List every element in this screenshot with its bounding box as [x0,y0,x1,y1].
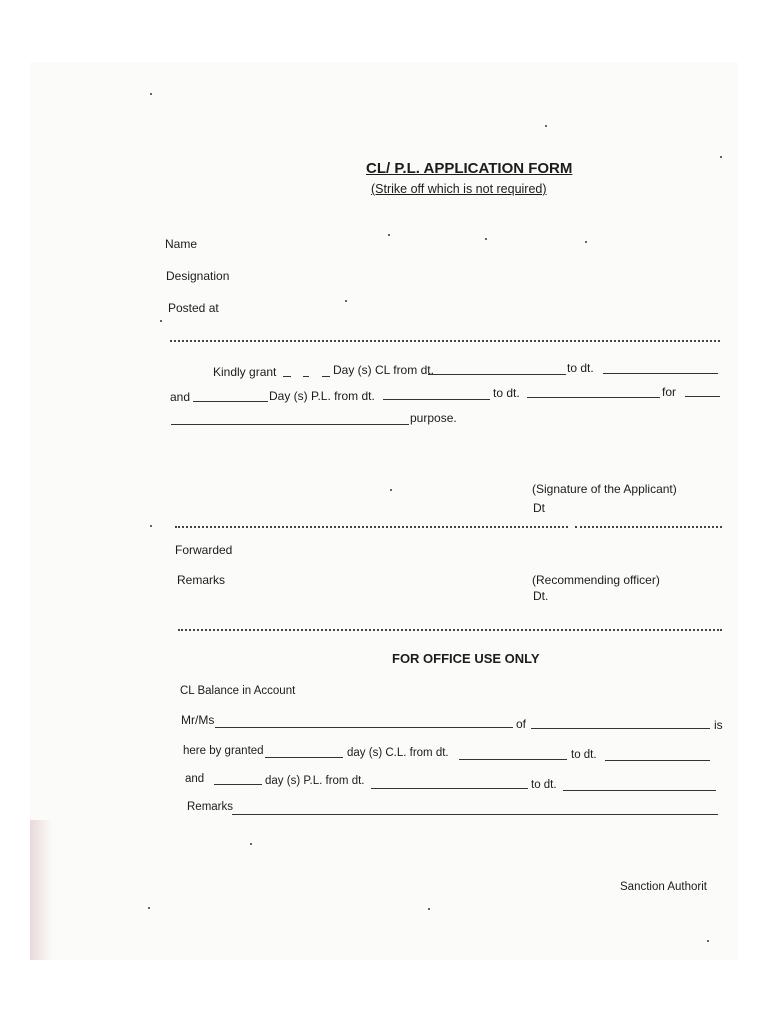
office-pl-to-blank[interactable] [563,790,716,791]
office-cl-to-blank[interactable] [605,760,710,761]
cl-from-date-blank[interactable] [428,374,566,375]
office-pl-to-label: to dt. [531,779,557,791]
cl-days-blank-a[interactable] [283,376,291,377]
office-cl-from-blank[interactable] [459,759,567,760]
office-remarks-label: Remarks [187,801,234,813]
scan-speck [345,300,347,302]
separator-2a [175,526,568,528]
scan-speck [545,125,547,127]
of-blank[interactable] [531,728,710,729]
signature-date-label: Dt [533,501,545,515]
scan-speck [150,93,152,95]
office-use-heading: FOR OFFICE USE ONLY [392,651,540,666]
day-cl-from-label: Day (s) CL from dt. [333,363,434,377]
for-label: for [662,385,677,399]
office-day-cl-from-label: day (s) C.L. from dt. [347,747,449,759]
granted-pl-days-blank[interactable] [214,784,262,785]
posted-at-label: Posted at [168,301,219,315]
paper-edge [30,820,52,960]
separator-2b [575,526,722,528]
mr-ms-label: Mr/Ms [181,713,215,727]
pl-from-date-blank[interactable] [383,399,490,400]
signature-label: (Signature of the Applicant) [532,482,677,496]
office-and-label: and [185,773,205,785]
for-blank-a[interactable] [685,396,720,397]
scan-speck [388,234,390,236]
kindly-grant-label: Kindly grant [213,365,277,379]
form-paper [30,62,738,960]
recommending-officer-label: (Recommending officer) [532,573,660,587]
scan-speck [148,907,150,909]
scan-speck [707,940,709,942]
scan-speck [485,238,487,240]
pl-to-label: to dt. [493,386,520,400]
cl-balance-label: CL Balance in Account [180,685,296,697]
pl-days-blank[interactable] [193,401,268,402]
cl-days-blank-c[interactable] [322,376,330,377]
granted-cl-days-blank[interactable] [265,757,343,758]
scan-speck [150,525,152,527]
office-pl-from-blank[interactable] [371,788,528,789]
day-pl-from-label: Day (s) P.L. from dt. [269,389,375,403]
scan-speck [250,843,252,845]
purpose-blank[interactable] [171,424,409,425]
name-label: Name [165,237,198,251]
office-day-pl-from-label: day (s) P.L. from dt. [265,775,365,787]
scan-speck [585,241,587,243]
office-cl-to-label: to dt. [571,749,597,761]
separator-3 [178,629,722,631]
of-label: of [516,717,527,731]
cl-days-blank-b[interactable] [303,376,309,377]
scan-speck [160,320,162,322]
scan-speck [428,908,430,910]
forwarded-label: Forwarded [175,543,233,557]
and-label: and [170,390,191,404]
office-remarks-blank[interactable] [232,814,718,815]
cl-to-label: to dt. [567,361,594,375]
form-title: CL/ P.L. APPLICATION FORM [366,160,573,177]
employee-name-blank[interactable] [215,727,513,728]
pl-to-date-blank[interactable] [527,397,660,398]
is-label: is [714,718,723,732]
remarks-label: Remarks [177,573,226,587]
purpose-label: purpose. [410,411,457,425]
separator-1 [170,340,720,342]
scan-speck [720,156,722,158]
sanction-authority-label: Sanction Authorit [620,881,707,893]
cl-to-date-blank[interactable] [603,373,718,374]
recommending-date-label: Dt. [533,589,549,603]
here-by-granted-label: here by granted [183,745,264,757]
designation-label: Designation [166,269,230,283]
form-subtitle: (Strike off which is not required) [371,182,547,196]
scan-speck [390,489,392,491]
